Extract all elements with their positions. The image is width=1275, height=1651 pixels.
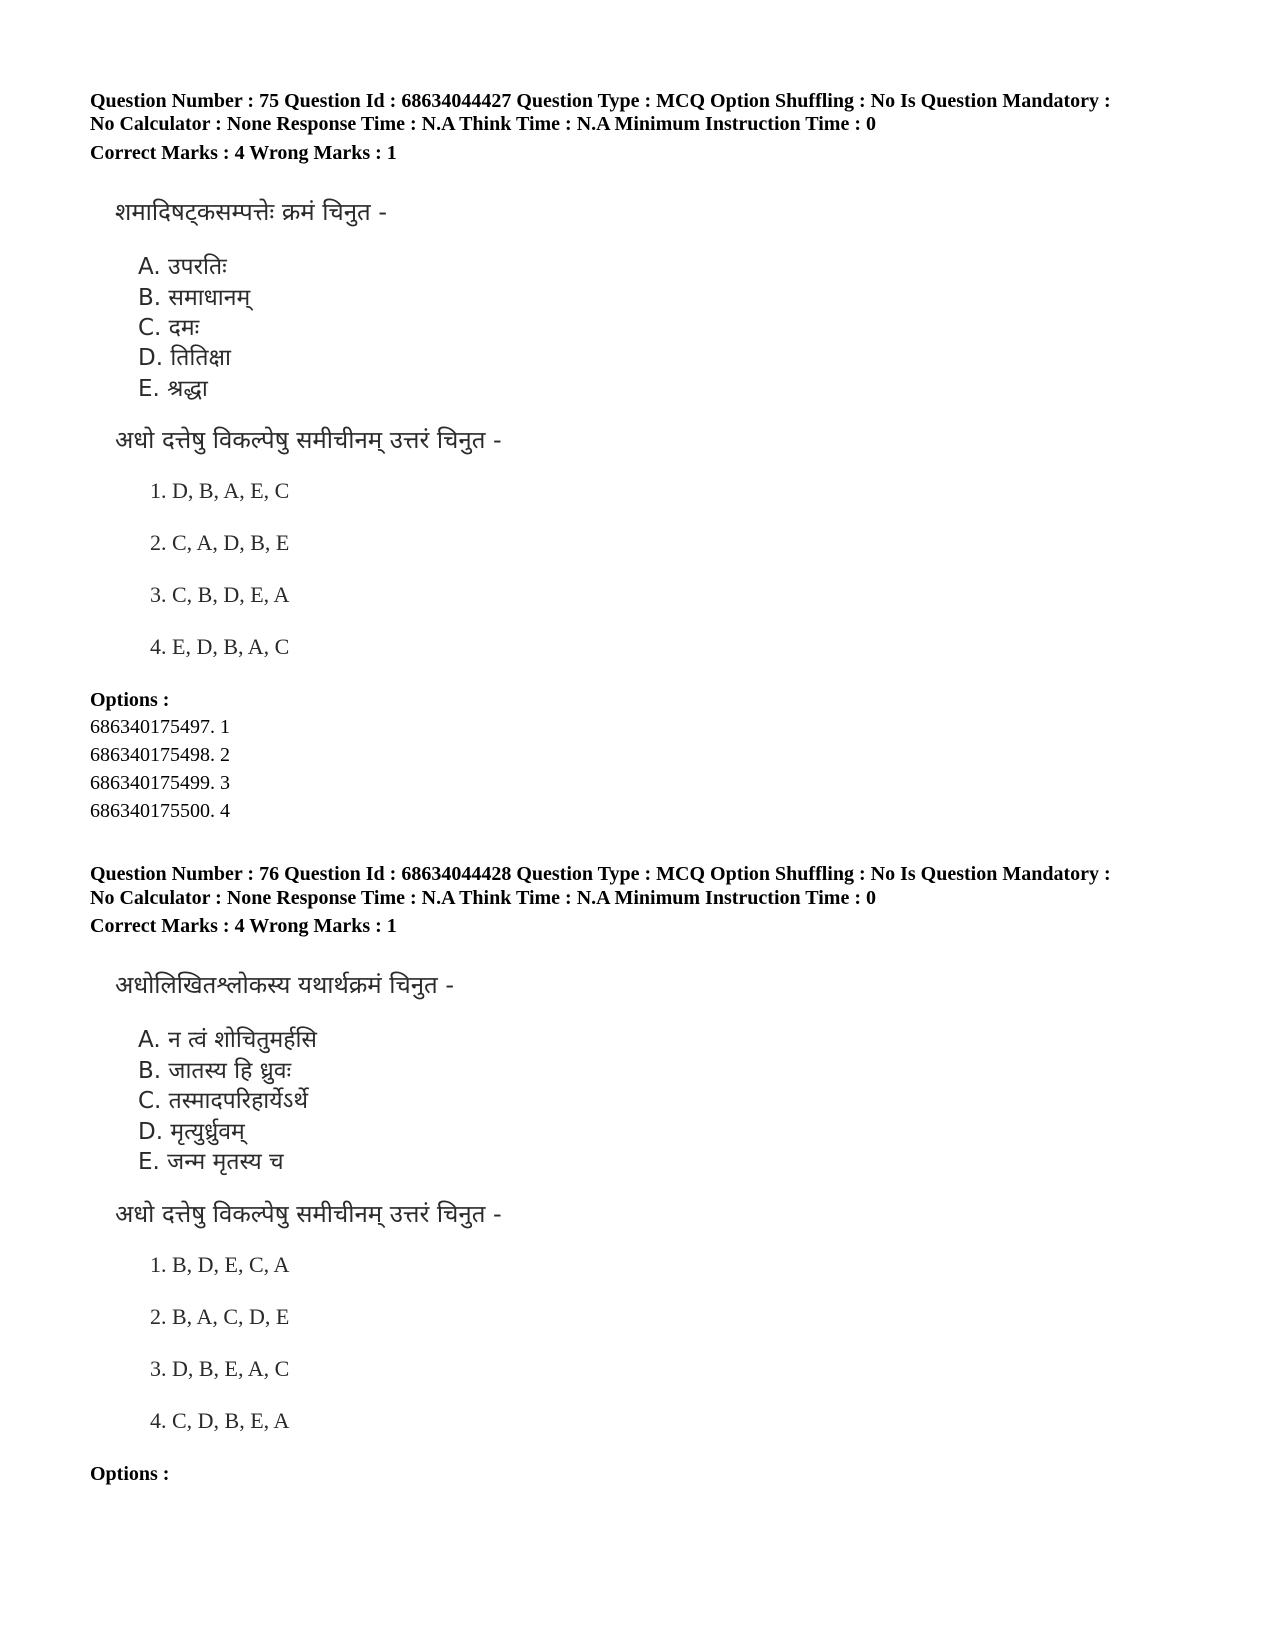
statement-b: B. जातस्य हि ध्रुवः [138,1058,292,1084]
question-instruction: अधो दत्तेषु विकल्पेषु समीचीनम् उत्तरं चिनुत - [115,426,502,454]
question-marks: Correct Marks : 4 Wrong Marks : 1 [90,142,397,164]
choice-3: 3. C, B, D, E, A [150,582,290,607]
question-meta-line1: Question Number : 75 Question Id : 68634044427 Question Type : MCQ Option Shuffling : No Is Question Mandatory : [90,90,1111,112]
choice-2: 2. C, A, D, B, E [150,530,290,555]
question-prompt: अधोलिखितश्लोकस्य यथार्थक्रमं चिनुत - [115,971,454,999]
choice-1: 1. D, B, A, E, C [150,478,290,503]
statement-a: A. उपरतिः [138,254,227,280]
choice-1: 1. B, D, E, C, A [150,1252,290,1277]
choice-4: 4. E, D, B, A, C [150,634,290,659]
question-meta-line1: Question Number : 76 Question Id : 68634044428 Question Type : MCQ Option Shuffling : No Is Question Mandatory : [90,863,1111,885]
choice-3: 3. D, B, E, A, C [150,1356,290,1381]
statement-a: A. न त्वं शोचितुमर्हसि [138,1027,317,1053]
option-row: 686340175498. 2 [90,744,230,766]
question-instruction: अधो दत्तेषु विकल्पेषु समीचीनम् उत्तरं चिनुत - [115,1200,502,1228]
statement-d: D. तितिक्षा [138,345,231,371]
option-row: 686340175499. 3 [90,772,230,794]
choice-2: 2. B, A, C, D, E [150,1304,290,1329]
options-label: Options : [90,689,170,711]
statement-e: E. जन्म मृतस्य च [138,1149,284,1175]
statement-b: B. समाधानम् [138,285,251,311]
statement-c: C. तस्मादपरिहार्येऽर्थे [138,1088,309,1114]
statement-e: E. श्रद्धा [138,376,208,402]
statement-d: D. मृत्युर्ध्रुवम् [138,1119,245,1145]
option-row: 686340175500. 4 [90,800,230,822]
options-label: Options : [90,1463,170,1485]
question-meta-line2: No Calculator : None Response Time : N.A Think Time : N.A Minimum Instruction Time : 0 [90,113,876,135]
statement-c: C. दमः [138,315,200,341]
choice-4: 4. C, D, B, E, A [150,1408,290,1433]
question-prompt: शमादिषट्कसम्पत्तेः क्रमं चिनुत - [115,198,387,226]
option-row: 686340175497. 1 [90,716,230,738]
question-marks: Correct Marks : 4 Wrong Marks : 1 [90,915,397,937]
question-meta-line2: No Calculator : None Response Time : N.A Think Time : N.A Minimum Instruction Time : 0 [90,887,876,909]
